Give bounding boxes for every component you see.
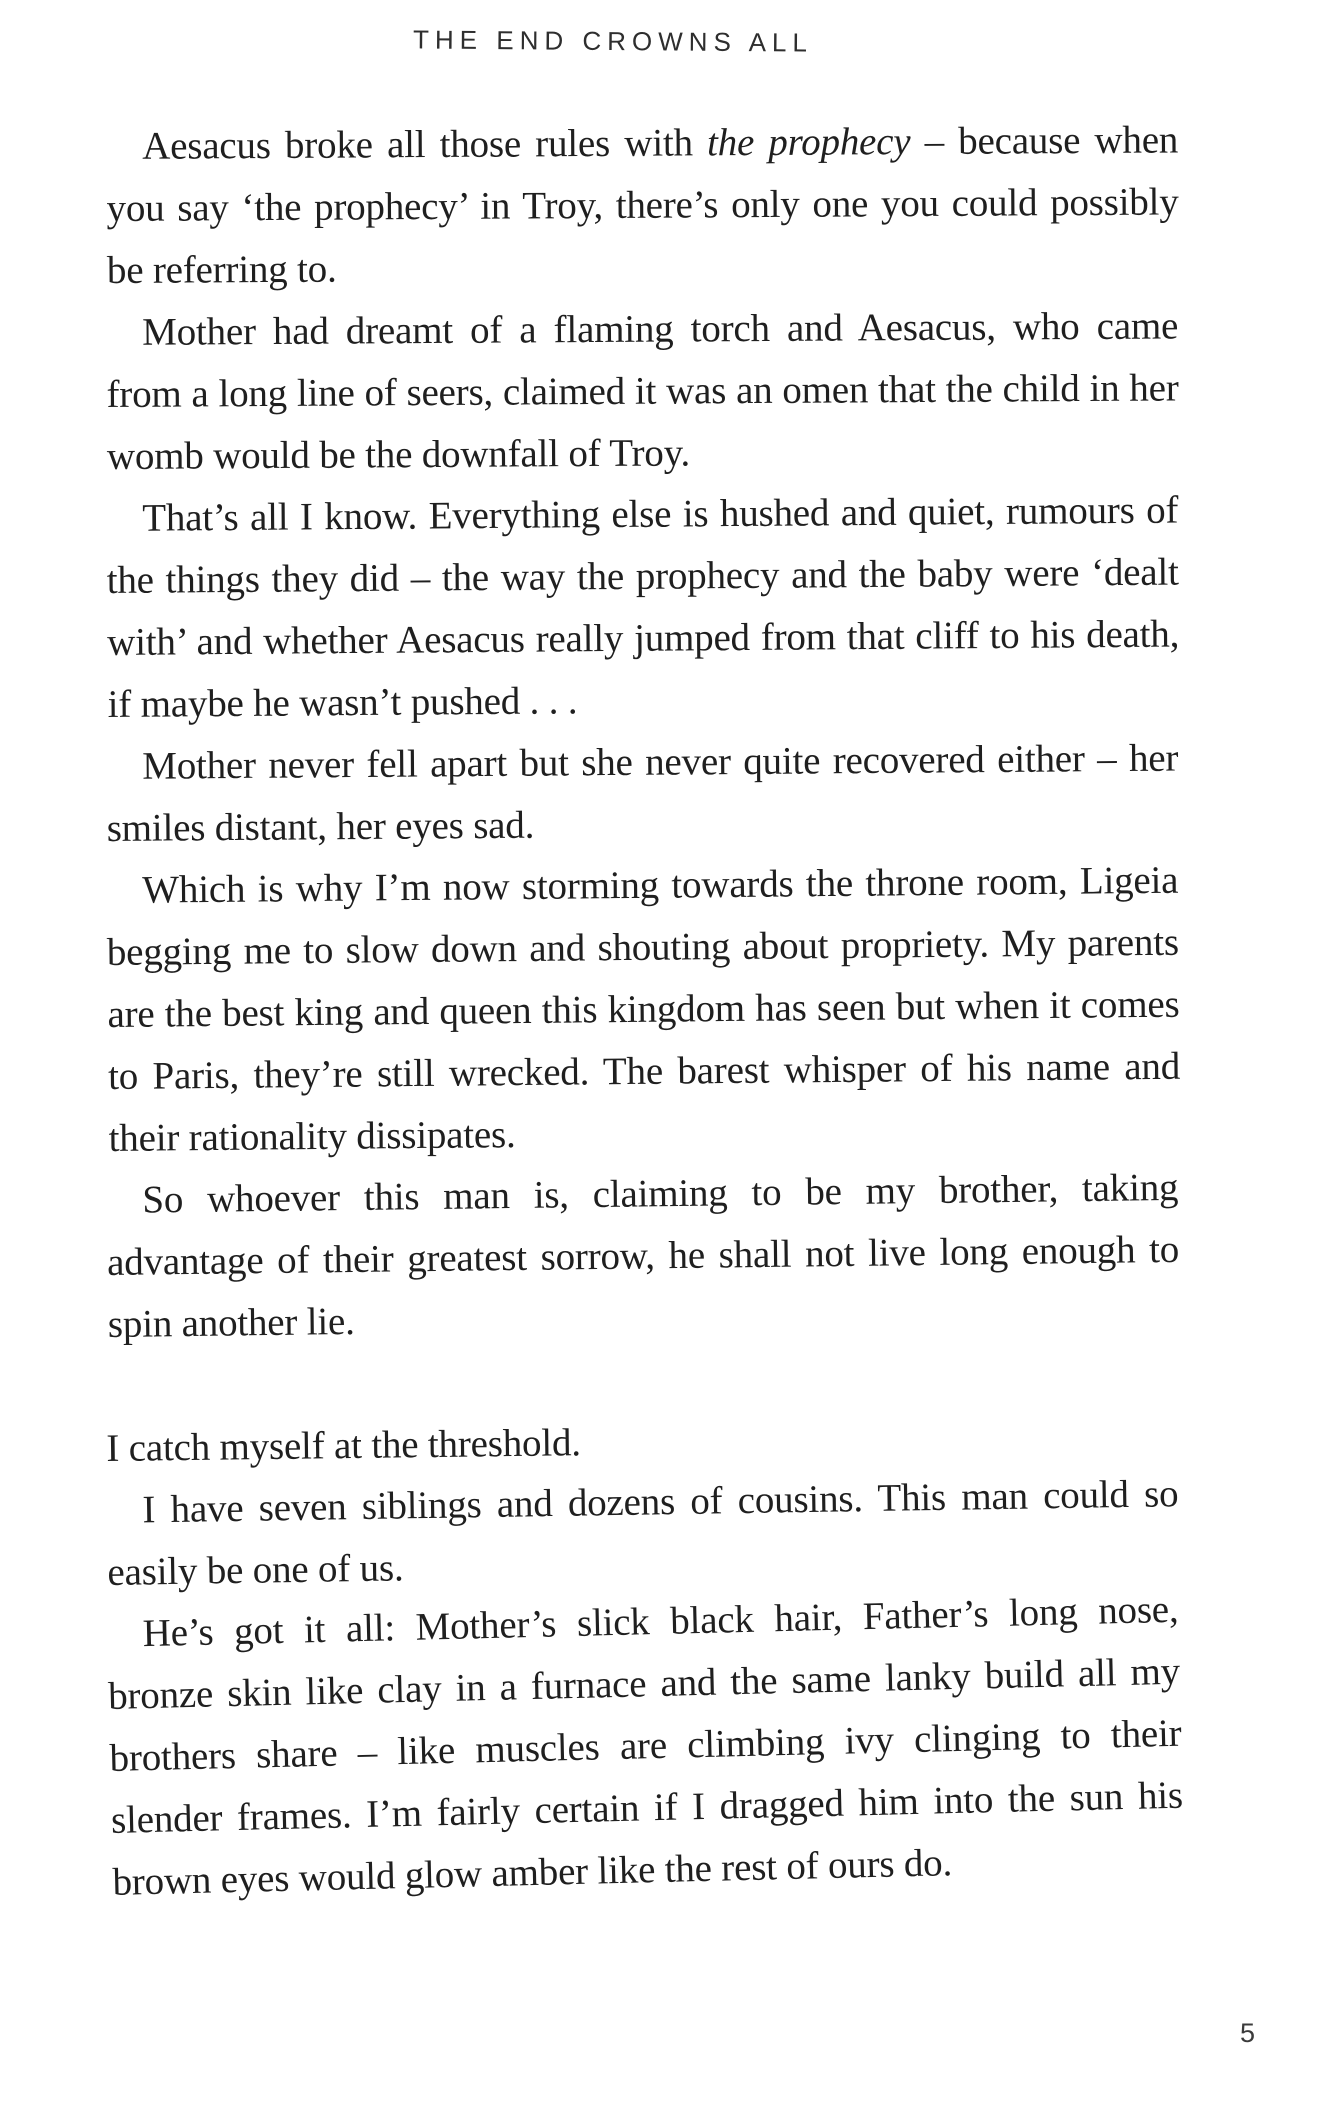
paragraph-7-section-start: I catch myself at the threshold.: [106, 1421, 582, 1470]
paragraph-4: Mother never fell apart but she never quite recovered either – her smiles distant, her eyes sad.: [106, 736, 1179, 850]
paragraph-9: He’s got it all: Mother’s slick black hair, Father’s long nose, bronze skin like clay in a furnace and the same lanky build all my brothers share – like muscles are climbing ivy clinging to their slender frames. I’m fairly certain if I dragged him into the sun his brown eyes would glow amber like the rest of ours do.: [107, 1587, 1184, 1904]
paragraph-2: Mother had dreamt of a flaming torch and Aesacus, who came from a long line of seers, claimed it was an omen that the child in her womb would be the downfall of Troy.: [106, 304, 1179, 478]
paragraph-5: Which is why I’m now storming towards the throne room, Ligeia begging me to slow down and shouting about propriety. My parents are the best king and queen this kingdom has seen but when it comes to Paris, they’re still wrecked. The barest whisper of his name and their rationality dissipates.: [106, 858, 1181, 1160]
paragraph-1-text-post: – because when you say ‘the prophecy’ in Troy, there’s only one you could possibly be referring to.: [106, 118, 1179, 292]
italic-phrase-the-prophecy: the prophecy: [706, 120, 911, 165]
paragraph-3: That’s all I know. Everything else is hushed and quiet, rumours of the things they did – the way the prophecy and the baby were ‘dealt with’ and whether Aesacus really jumped from that cliff to his death, if maybe he wasn’t pushed . . .: [106, 488, 1180, 726]
text-block: [106, 116, 1184, 1914]
running-header: THE END CROWNS ALL: [412, 24, 814, 58]
paragraph-1-text-pre: Aesacus broke all those rules with: [142, 121, 708, 168]
paragraph-8: I have seven siblings and dozens of cousins. This man could so easily be one of us.: [107, 1472, 1179, 1594]
paragraph-1: [106, 109, 1179, 302]
page-number: 5: [1240, 2018, 1256, 2048]
paragraph-6: So whoever this man is, claiming to be my brother, taking advantage of their greatest sorrow, he shall not live long enough to spin another lie.: [106, 1165, 1180, 1346]
